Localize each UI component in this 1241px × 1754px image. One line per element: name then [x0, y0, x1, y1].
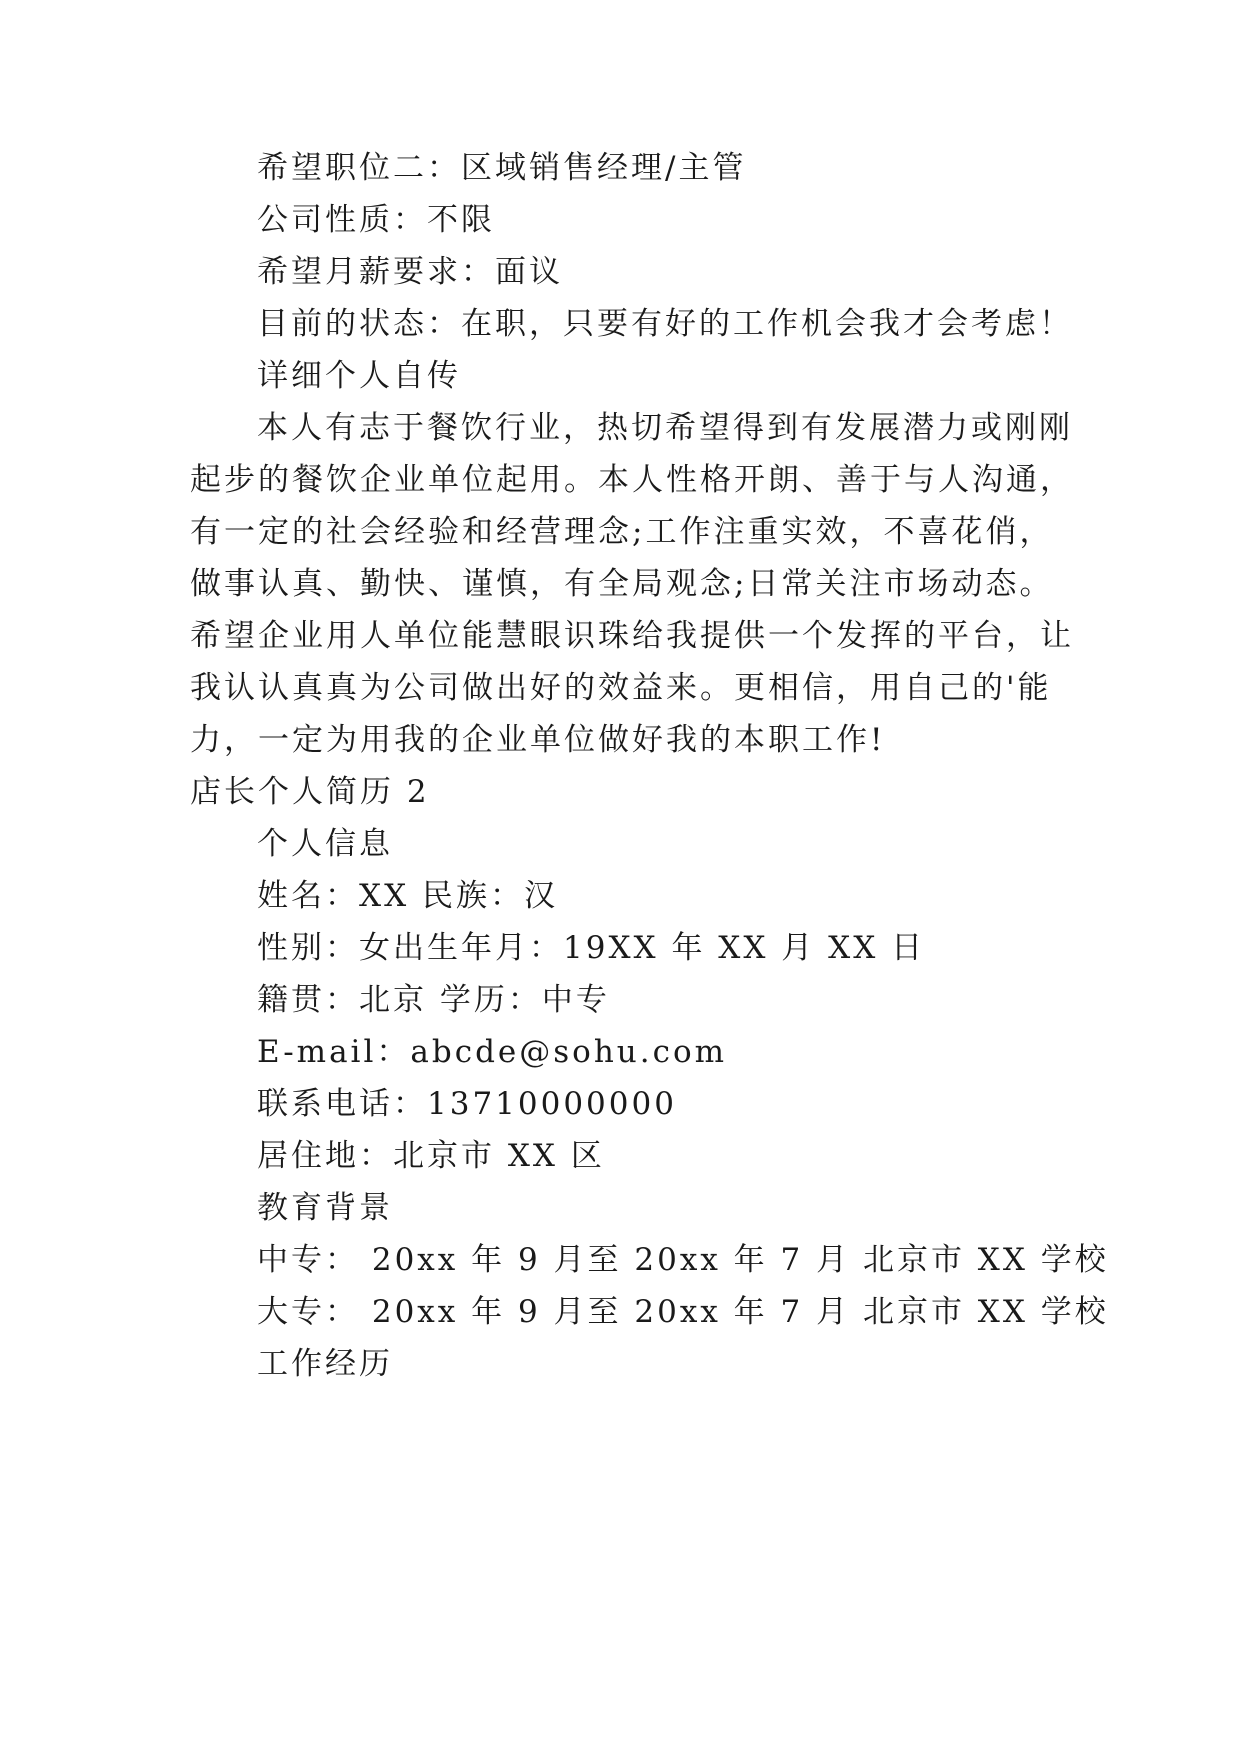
education-college: 大专： 20xx 年 9 月至 20xx 年 7 月 北京市 XX 学校	[257, 1294, 1109, 1330]
resume-title: 店长个人简历 2	[190, 774, 430, 810]
company-type: 公司性质：不限	[257, 202, 495, 238]
current-status: 目前的状态：在职，只要有好的工作机会我才会考虑！	[257, 306, 1073, 342]
gender-birthdate: 性别：女出生年月：19XX 年 XX 月 XX 日	[257, 930, 926, 966]
education-technical-school: 中专： 20xx 年 9 月至 20xx 年 7 月 北京市 XX 学校	[257, 1242, 1109, 1278]
work-experience-heading: 工作经历	[257, 1346, 393, 1382]
autobiography-line-4: 做事认真、勤快、谨慎，有全局观念;日常关注市场动态。	[190, 566, 1054, 602]
residence: 居住地：北京市 XX 区	[257, 1138, 605, 1174]
autobiography-line-7: 力，一定为用我的企业单位做好我的本职工作!	[190, 722, 886, 758]
desired-position-two: 希望职位二：区域销售经理/主管	[257, 150, 747, 186]
desired-salary: 希望月薪要求：面议	[257, 254, 563, 290]
hometown-education: 籍贯：北京 学历：中专	[257, 982, 610, 1018]
email: E-mail：abcde@sohu.com	[257, 1034, 728, 1070]
personal-info-heading: 个人信息	[257, 826, 393, 862]
autobiography-line-6: 我认认真真为公司做出好的效益来。更相信，用自己的'能	[190, 670, 1052, 706]
autobiography-line-2: 起步的餐饮企业单位起用。本人性格开朗、善于与人沟通，	[190, 462, 1074, 498]
phone: 联系电话：13710000000	[257, 1086, 677, 1122]
education-heading: 教育背景	[257, 1190, 393, 1226]
autobiography-heading: 详细个人自传	[257, 358, 461, 394]
autobiography-line-1: 本人有志于餐饮行业，热切希望得到有发展潜力或刚刚	[257, 410, 1073, 446]
autobiography-line-3: 有一定的社会经验和经营理念;工作注重实效，不喜花俏，	[190, 514, 1054, 550]
autobiography-line-5: 希望企业用人单位能慧眼识珠给我提供一个发挥的平台，让	[190, 618, 1074, 654]
name-ethnicity: 姓名：XX 民族：汉	[257, 878, 558, 914]
